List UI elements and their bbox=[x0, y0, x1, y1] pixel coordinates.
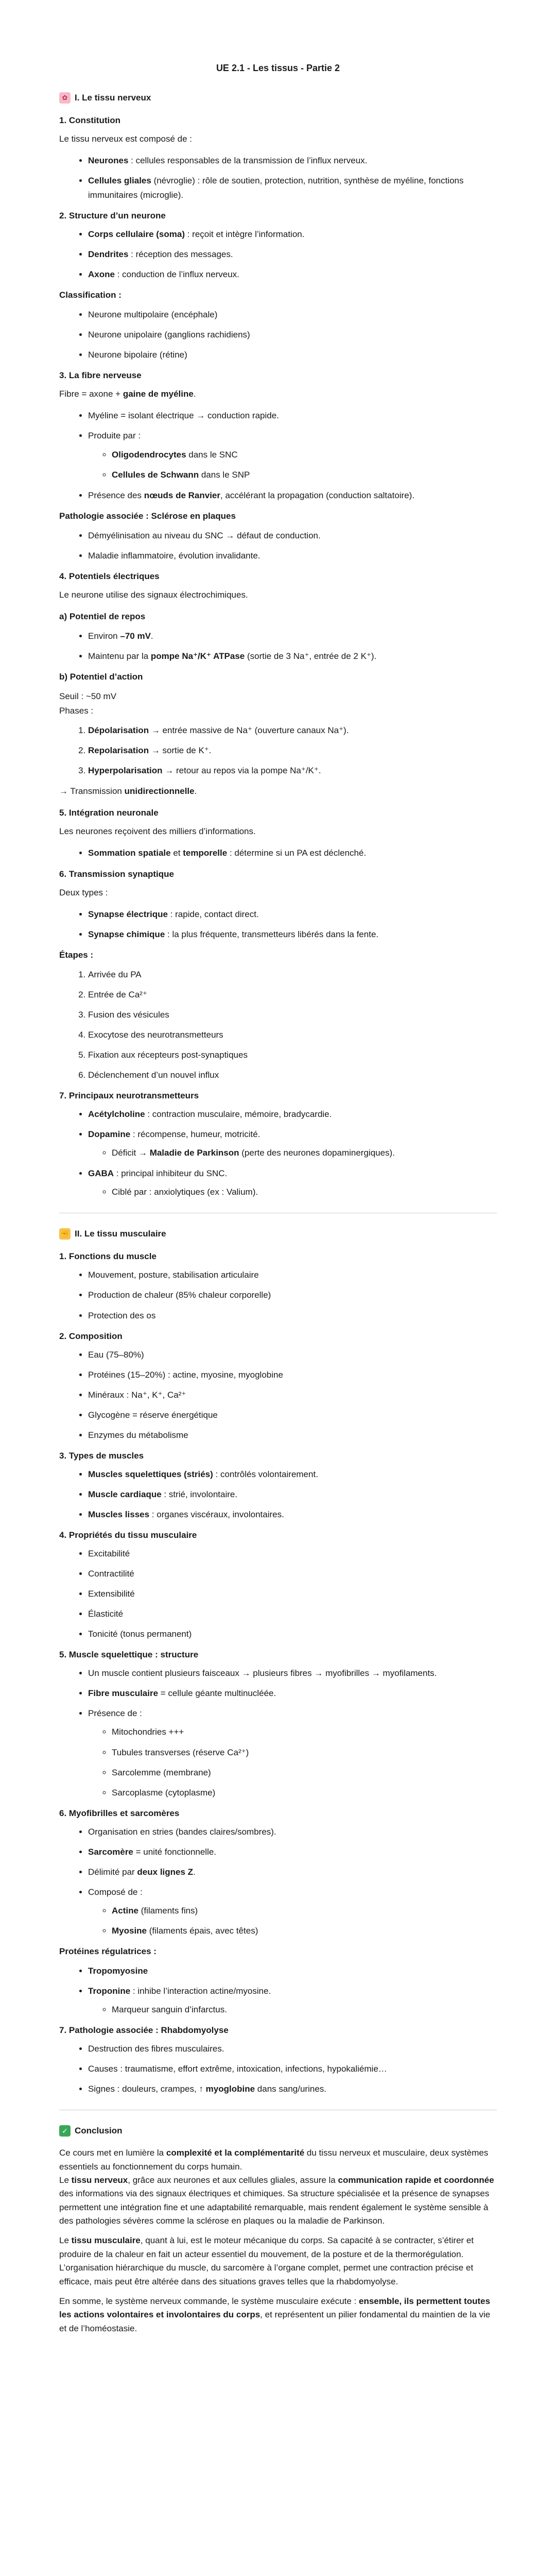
definition: (névroglie) : rôle de soutien, protection, nutrition, synthèse de myéline, fonctions immunitaires (microglie). bbox=[88, 175, 464, 200]
brain-icon: ✿ bbox=[59, 92, 71, 104]
list-item: • Eau (75–80%) bbox=[88, 1348, 497, 1362]
p1-s5-list bbox=[59, 846, 497, 860]
term: nœuds de Ranvier bbox=[144, 490, 220, 500]
list-item bbox=[88, 907, 497, 922]
term: ↑ myoglobine bbox=[199, 2084, 255, 2094]
part2-title-text: II. Le tissu musculaire bbox=[75, 1229, 166, 1239]
term: deux lignes Z bbox=[137, 1867, 194, 1877]
term: Synapse chimique bbox=[88, 929, 165, 939]
p2-s2-heading: 2. Composition bbox=[59, 1331, 123, 1341]
list-item: • Mouvement, posture, stabilisation articulaire bbox=[88, 1268, 497, 1282]
p2-s1-list bbox=[59, 1268, 497, 1323]
p2-s6-sublist bbox=[88, 1904, 497, 1938]
p1-s7-gaba-sublist bbox=[88, 1185, 497, 1199]
list-item: ◦ Sarcolemme (membrane) bbox=[112, 1766, 497, 1780]
list-item bbox=[88, 1487, 497, 1502]
text: . bbox=[193, 1867, 196, 1877]
list-item bbox=[88, 154, 497, 168]
list-item bbox=[88, 743, 497, 758]
p1-s5-heading: 5. Intégration neuronale bbox=[59, 808, 159, 818]
text: Ce cours met en lumière la bbox=[59, 2148, 166, 2158]
conclusion-body bbox=[59, 2146, 497, 2335]
p1-s7-dop-sublist bbox=[88, 1146, 497, 1160]
list-item: 3. Fusion des vésicules bbox=[88, 1008, 497, 1022]
term: ensemble, ils permettent toutes les actions volontaires et involontaires du corps bbox=[59, 2296, 491, 2320]
p1-s2-heading: 2. Structure d’un neurone bbox=[59, 210, 166, 221]
p1-s4-heading: 4. Potentiels électriques bbox=[59, 571, 160, 581]
term: Axone bbox=[88, 269, 115, 280]
p2-s5-list bbox=[59, 1666, 497, 1800]
text: (sortie de 3 Na⁺, entrée de 2 K⁺). bbox=[245, 651, 377, 661]
definition: : organes viscéraux, involontaires. bbox=[149, 1509, 284, 1519]
term: Acétylcholine bbox=[88, 1109, 145, 1120]
list-item: • Myéline = isolant électrique → conduction rapide. bbox=[88, 409, 497, 423]
list-item bbox=[88, 1686, 497, 1701]
list-item: • Organisation en stries (bandes claires/sombres). bbox=[88, 1825, 497, 1839]
list-item bbox=[112, 1904, 497, 1918]
list-item: • Neurone unipolaire (ganglions rachidiens) bbox=[88, 328, 497, 342]
term: tissu musculaire bbox=[71, 2235, 141, 2246]
flexed-biceps-icon: ✊ bbox=[59, 1228, 71, 1240]
list-item: 4. Exocytose des neurotransmetteurs bbox=[88, 1028, 497, 1042]
term: –70 mV bbox=[120, 631, 151, 641]
text: Le bbox=[59, 2175, 72, 2185]
text: En somme, le système nerveux commande, le système musculaire exécute : bbox=[59, 2296, 359, 2306]
p1-s3-sublist bbox=[88, 448, 497, 482]
term: pompe Na⁺/K⁺ ATPase bbox=[150, 651, 245, 661]
term: Repolarisation bbox=[88, 745, 149, 756]
definition: → entrée massive de Na⁺ (ouverture canaux Na⁺). bbox=[149, 725, 349, 736]
list-item: • Production de chaleur (85% chaleur corporelle) bbox=[88, 1288, 497, 1302]
p2-s6-heading: 6. Myofibrilles et sarcomères bbox=[59, 1808, 180, 1818]
p1-s3-intro bbox=[59, 387, 497, 401]
list-item: • Tonicité (tonus permanent) bbox=[88, 1627, 497, 1641]
text: , accélérant la propagation (conduction saltatoire). bbox=[220, 490, 415, 500]
list-item bbox=[88, 1127, 497, 1160]
text: Présence de : bbox=[88, 1708, 142, 1719]
list-item bbox=[88, 247, 497, 262]
text: Produite par : bbox=[88, 431, 141, 441]
list-item: • Élasticité bbox=[88, 1607, 497, 1621]
text: , grâce aux neurones et aux cellules gliales, assure la bbox=[128, 2175, 338, 2185]
list-item: • Contractilité bbox=[88, 1567, 497, 1581]
conclusion-paragraph bbox=[59, 2146, 497, 2174]
part1-title bbox=[59, 91, 497, 105]
term: GABA bbox=[88, 1168, 114, 1179]
list-item bbox=[88, 1706, 497, 1800]
p1-s6-intro: Deux types : bbox=[59, 887, 108, 897]
p2-s6-reg-list bbox=[59, 1964, 497, 2017]
text: Environ bbox=[88, 631, 120, 641]
definition: = unité fonctionnelle. bbox=[133, 1846, 217, 1857]
p1-s7-list bbox=[59, 1107, 497, 1199]
term: Sommation spatiale bbox=[88, 848, 171, 858]
term: Cellules gliales bbox=[88, 175, 151, 185]
p1-s1-heading: 1. Constitution bbox=[59, 115, 120, 125]
text: : détermine si un PA est déclenché. bbox=[227, 848, 367, 858]
p2-s6-list bbox=[59, 1825, 497, 1938]
text: . bbox=[150, 631, 153, 641]
p1-s4-b-label: b) Potentiel d’action bbox=[59, 672, 143, 682]
definition: : cellules responsables de la transmission de l’influx nerveux. bbox=[128, 155, 368, 165]
definition: : principal inhibiteur du SNC. bbox=[114, 1168, 228, 1179]
text: du tissu nerveux et musculaire, deux systèmes essentiels au fonctionnement du corps humain. bbox=[59, 2148, 489, 2172]
term: Muscles squelettiques (striés) bbox=[88, 1469, 213, 1479]
definition: : reçoit et intègre l’information. bbox=[185, 229, 305, 240]
p1-s6-list bbox=[59, 907, 497, 942]
list-item bbox=[88, 1964, 497, 1978]
text: , et représentent un pilier fondamental du maintien de la vie et de l’homéostasie. bbox=[59, 2310, 491, 2333]
text: dans sang/urines. bbox=[255, 2084, 326, 2094]
p1-s4-phase-list bbox=[59, 723, 497, 778]
list-item bbox=[88, 1107, 497, 1122]
term: Cellules de Schwann bbox=[112, 469, 199, 480]
list-item: • Destruction des fibres musculaires. bbox=[88, 2042, 497, 2056]
p1-s2-class-list bbox=[59, 308, 497, 362]
p1-s2-class-label: Classification : bbox=[59, 290, 121, 300]
list-item bbox=[112, 1146, 497, 1160]
p1-s3-patho-list bbox=[59, 529, 497, 563]
term: Muscle cardiaque bbox=[88, 1489, 162, 1499]
term: Dopamine bbox=[88, 1129, 131, 1140]
list-item: • Causes : traumatisme, effort extrême, intoxication, infections, hypokaliémie… bbox=[88, 2062, 497, 2076]
term: unidirectionnelle bbox=[124, 786, 195, 796]
list-item: • Neurone bipolaire (rétine) bbox=[88, 348, 497, 362]
p1-s4-a-label: a) Potentiel de repos bbox=[59, 611, 146, 621]
definition: : la plus fréquente, transmetteurs libérés dans la fente. bbox=[165, 929, 379, 939]
text: Fibre = axone + bbox=[59, 389, 123, 399]
list-item: • Protection des os bbox=[88, 1309, 497, 1323]
list-item: 6. Déclenchement d’un nouvel influx bbox=[88, 1068, 497, 1082]
list-item bbox=[88, 2082, 497, 2096]
text: Présence des bbox=[88, 490, 144, 500]
text: . bbox=[193, 389, 196, 399]
definition: : conduction de l’influx nerveux. bbox=[114, 269, 239, 280]
term: Sarcomère bbox=[88, 1846, 133, 1857]
list-item bbox=[88, 723, 497, 738]
list-item: ◦ Tubules transverses (réserve Ca²⁺) bbox=[112, 1745, 497, 1760]
term: Hyperpolarisation bbox=[88, 766, 163, 776]
list-item bbox=[88, 1845, 497, 1859]
text: Le bbox=[59, 2235, 72, 2246]
text: Signes : douleurs, crampes, bbox=[88, 2084, 199, 2094]
list-item bbox=[88, 764, 497, 778]
text: . bbox=[194, 786, 197, 796]
p1-s3-heading: 3. La fibre nerveuse bbox=[59, 370, 142, 381]
p1-s5-intro: Les neurones reçoivent des milliers d’informations. bbox=[59, 826, 256, 837]
term: temporelle bbox=[183, 848, 228, 858]
definition: → retour au repos via la pompe Na⁺/K⁺. bbox=[162, 766, 321, 776]
list-item: • Enzymes du métabolisme bbox=[88, 1428, 497, 1443]
list-item bbox=[88, 488, 497, 503]
p1-s6-steps bbox=[59, 968, 497, 1082]
term: Dendrites bbox=[88, 249, 129, 260]
list-item bbox=[88, 846, 497, 860]
p2-s7-list bbox=[59, 2042, 497, 2096]
list-item: • Démyélinisation au niveau du SNC → défaut de conduction. bbox=[88, 529, 497, 543]
term: gaine de myéline bbox=[123, 389, 194, 399]
p1-s1-list bbox=[59, 154, 497, 202]
definition: : récompense, humeur, motricité. bbox=[130, 1129, 260, 1140]
list-item: ◦ Ciblé par : anxiolytiques (ex : Valium). bbox=[112, 1185, 497, 1199]
definition: (filaments épais, avec têtes) bbox=[147, 1925, 258, 1936]
p2-s6-reg-label: Protéines régulatrices : bbox=[59, 1946, 157, 1956]
p1-s4-seuil: Seuil : ~50 mV bbox=[59, 691, 117, 702]
term: Oligodendrocytes bbox=[112, 449, 186, 460]
list-item bbox=[88, 227, 497, 242]
list-item: • Extensibilité bbox=[88, 1587, 497, 1601]
p2-s3-list bbox=[59, 1467, 497, 1522]
term: Dépolarisation bbox=[88, 725, 149, 736]
list-item: • Glycogène = réserve énergétique bbox=[88, 1408, 497, 1422]
p1-s7-heading: 7. Principaux neurotransmetteurs bbox=[59, 1091, 199, 1101]
text: Composé de : bbox=[88, 1887, 143, 1897]
part1-title-text: I. Le tissu nerveux bbox=[75, 92, 151, 103]
p2-s2-list bbox=[59, 1348, 497, 1443]
list-item bbox=[88, 1467, 497, 1482]
list-item: 2. Entrée de Ca²⁺ bbox=[88, 988, 497, 1002]
term: Corps cellulaire (soma) bbox=[88, 229, 185, 240]
text: → Transmission bbox=[59, 786, 125, 796]
definition: : inhibe l’interaction actine/myosine. bbox=[130, 1986, 271, 1996]
term: communication rapide et coordonnée bbox=[338, 2175, 494, 2185]
text: des informations via des signaux électriques et chimiques. Sa structure spécialisée et la présence de synapses permettent une intégration fine et une adaptabilité remarquable, mais rendent également le système sensible à des pathologies sévères comme la sclérose en plaques ou la maladie de Parkinson. bbox=[59, 2189, 490, 2226]
p2-s6-reg-sublist bbox=[88, 2003, 497, 2017]
term: Myosine bbox=[112, 1925, 147, 1936]
p1-s4-intro: Le neurone utilise des signaux électrochimiques. bbox=[59, 589, 248, 600]
list-item bbox=[88, 1885, 497, 1938]
conclusion-paragraph bbox=[59, 2234, 497, 2288]
list-item: 1. Arrivée du PA bbox=[88, 968, 497, 982]
definition: dans le SNC bbox=[186, 449, 238, 460]
definition: : strié, involontaire. bbox=[161, 1489, 238, 1499]
list-item: • Minéraux : Na⁺, K⁺, Ca²⁺ bbox=[88, 1388, 497, 1402]
list-item bbox=[88, 429, 497, 482]
term: tissu nerveux bbox=[71, 2175, 128, 2185]
list-item bbox=[88, 1166, 497, 1199]
document-title: UE 2.1 - Les tissus - Partie 2 bbox=[216, 63, 340, 73]
list-item: ◦ Mitochondries +++ bbox=[112, 1725, 497, 1739]
term: Muscles lisses bbox=[88, 1509, 150, 1519]
check-mark-icon: ✓ bbox=[59, 2125, 71, 2137]
list-item bbox=[112, 448, 497, 462]
list-item bbox=[88, 267, 497, 282]
term: complexité et la complémentarité bbox=[166, 2148, 305, 2158]
text: (perte des neurones dopaminergiques). bbox=[239, 1148, 395, 1158]
p1-s1-intro: Le tissu nerveux est composé de : bbox=[59, 133, 192, 144]
definition: = cellule géante multinucléée. bbox=[158, 1688, 276, 1699]
list-item bbox=[88, 1984, 497, 2017]
list-item: • Excitabilité bbox=[88, 1547, 497, 1561]
p1-s2-list bbox=[59, 227, 497, 282]
p1-s3-patho-label: Pathologie associée : Sclérose en plaques bbox=[59, 511, 236, 521]
text: et bbox=[170, 848, 183, 858]
list-item bbox=[88, 1507, 497, 1522]
list-item bbox=[112, 1924, 497, 1938]
p1-s4-transmission bbox=[59, 784, 497, 799]
definition: → sortie de K⁺. bbox=[149, 745, 212, 756]
list-item: • Maladie inflammatoire, évolution invalidante. bbox=[88, 549, 497, 563]
text: Déficit → bbox=[112, 1148, 150, 1158]
p2-s5-heading: 5. Muscle squelettique : structure bbox=[59, 1650, 199, 1660]
list-item bbox=[88, 649, 497, 664]
conclusion-title bbox=[59, 2124, 497, 2138]
term: Synapse électrique bbox=[88, 909, 168, 919]
p2-s1-heading: 1. Fonctions du muscle bbox=[59, 1251, 157, 1262]
term: Tropomyosine bbox=[88, 1966, 148, 1976]
term: Maladie de Parkinson bbox=[149, 1148, 239, 1158]
part2-title bbox=[59, 1227, 497, 1241]
p1-s3-list bbox=[59, 409, 497, 502]
conclusion-title-text: Conclusion bbox=[75, 2126, 123, 2136]
p2-s5-sublist bbox=[88, 1725, 497, 1800]
p1-s6-steps-label: Étapes : bbox=[59, 950, 94, 960]
p1-s4-phases: Phases : bbox=[59, 706, 94, 716]
list-item: • Protéines (15–20%) : actine, myosine, myoglobine bbox=[88, 1368, 497, 1382]
p2-s4-heading: 4. Propriétés du tissu musculaire bbox=[59, 1530, 197, 1540]
list-item: • Un muscle contient plusieurs faisceaux → plusieurs fibres → myofibrilles → myofilaments. bbox=[88, 1666, 497, 1681]
list-item: ◦ Sarcoplasme (cytoplasme) bbox=[112, 1786, 497, 1800]
list-item bbox=[88, 629, 497, 643]
term: Neurones bbox=[88, 155, 129, 165]
definition: : contrôlés volontairement. bbox=[213, 1469, 318, 1479]
list-item bbox=[88, 927, 497, 942]
definition: : rapide, contact direct. bbox=[167, 909, 259, 919]
text: Maintenu par la bbox=[88, 651, 151, 661]
conclusion-paragraph bbox=[59, 2295, 497, 2335]
list-item bbox=[112, 468, 497, 482]
list-item bbox=[88, 174, 497, 202]
p1-s6-heading: 6. Transmission synaptique bbox=[59, 869, 174, 879]
conclusion-paragraph bbox=[59, 2174, 497, 2228]
p1-s4-a-list bbox=[59, 629, 497, 664]
term: Fibre musculaire bbox=[88, 1688, 159, 1699]
p2-s3-heading: 3. Types de muscles bbox=[59, 1450, 144, 1461]
definition: : contraction musculaire, mémoire, bradycardie. bbox=[145, 1109, 332, 1120]
term: Actine bbox=[112, 1905, 138, 1916]
list-item: ◦ Marqueur sanguin d’infarctus. bbox=[112, 2003, 497, 2017]
definition: dans le SNP bbox=[199, 469, 250, 480]
list-item: 5. Fixation aux récepteurs post-synaptiques bbox=[88, 1048, 497, 1062]
term: Troponine bbox=[88, 1986, 131, 1996]
list-item bbox=[88, 1865, 497, 1879]
p2-s4-list bbox=[59, 1547, 497, 1641]
definition: : réception des messages. bbox=[128, 249, 233, 260]
text: Délimité par bbox=[88, 1867, 137, 1877]
definition: (filaments fins) bbox=[138, 1905, 198, 1916]
list-item: • Neurone multipolaire (encéphale) bbox=[88, 308, 497, 322]
text: , quant à lui, est le moteur mécanique du corps. Sa capacité à se contracter, s’étirer et produire de la chaleur en fait un acteur essentiel du mouvement, de la posture et de la thermorégulation. L’organisation hiérarchique du muscle, du sarcomère à l’organe complet, permet une contraction précise et efficace, mais peut être altérée dans des situations graves telles que la rhabdomyolyse. bbox=[59, 2235, 474, 2286]
p2-s7-heading: 7. Pathologie associée : Rhabdomyolyse bbox=[59, 2025, 229, 2036]
